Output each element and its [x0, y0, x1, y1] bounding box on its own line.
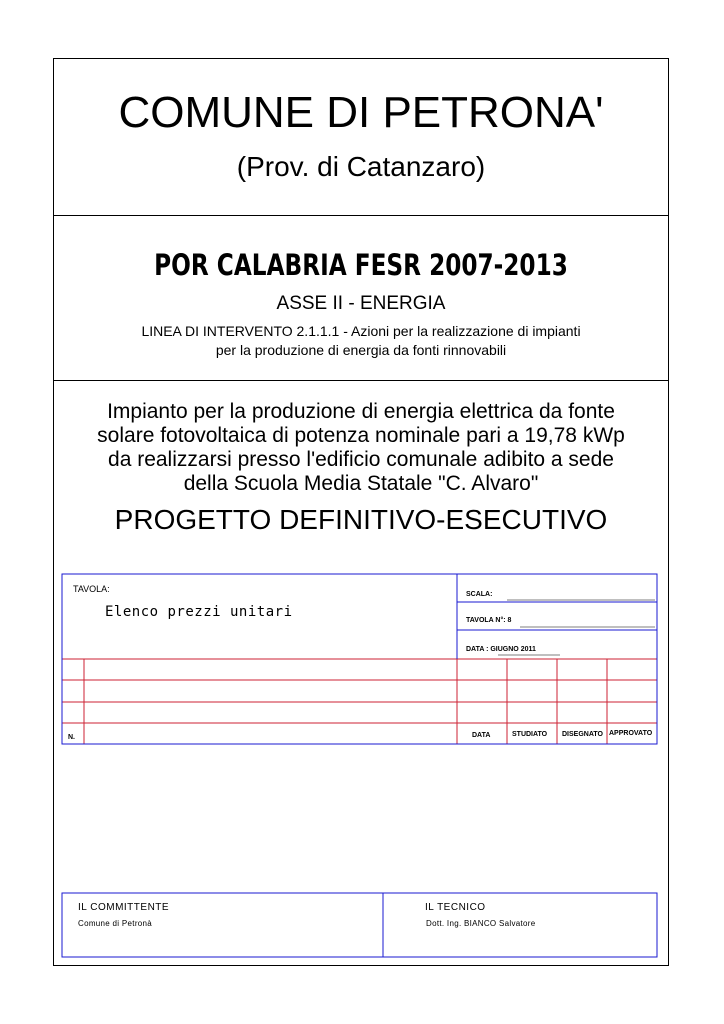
description-line: da realizzarsi presso l'edificio comunale adibito a sede — [108, 448, 614, 471]
committente-value: Comune di Petronà — [78, 919, 153, 928]
committente-label: IL COMMITTENTE — [78, 902, 170, 913]
rev-header-data: DATA — [472, 732, 491, 739]
rev-header-n: N. — [68, 734, 75, 741]
project-phase: PROGETTO DEFINITIVO-ESECUTIVO — [114, 504, 608, 535]
rev-header-disegnato: DISEGNATO — [562, 731, 603, 738]
tecnico-value: Dott. Ing. BIANCO Salvatore — [426, 919, 536, 928]
province-subtitle: (Prov. di Catanzaro) — [236, 151, 486, 182]
rev-header-approvato: APPROVATO — [609, 730, 653, 737]
intervention-line-2: per la produzione di energia da fonti rinnovabili — [215, 342, 507, 358]
municipality-title: COMUNE DI PETRONA' — [118, 88, 604, 137]
program-title: POR CALABRIA FESR 2007-2013 — [154, 248, 568, 282]
description-line: della Scuola Media Statale "C. Alvaro" — [183, 472, 539, 495]
description-line: solare fotovoltaica di potenza nominale pari a 19,78 kWp — [97, 424, 625, 447]
tecnico-label: IL TECNICO — [425, 902, 486, 913]
description-line: Impianto per la produzione di energia elettrica da fonte — [107, 400, 615, 423]
tavola-label: TAVOLA: — [73, 584, 110, 594]
rev-header-studiato: STUDIATO — [512, 731, 548, 738]
scala-label: SCALA: — [466, 591, 493, 598]
intervention-line-1: LINEA DI INTERVENTO 2.1.1.1 - Azioni per la realizzazione di impianti — [141, 323, 581, 339]
date-field: DATA : GIUGNO 2011 — [466, 646, 536, 653]
tavola-value: Elenco prezzi unitari — [105, 604, 293, 620]
tavola-number: TAVOLA N°: 8 — [466, 617, 512, 624]
program-axis: ASSE II - ENERGIA — [276, 293, 446, 314]
